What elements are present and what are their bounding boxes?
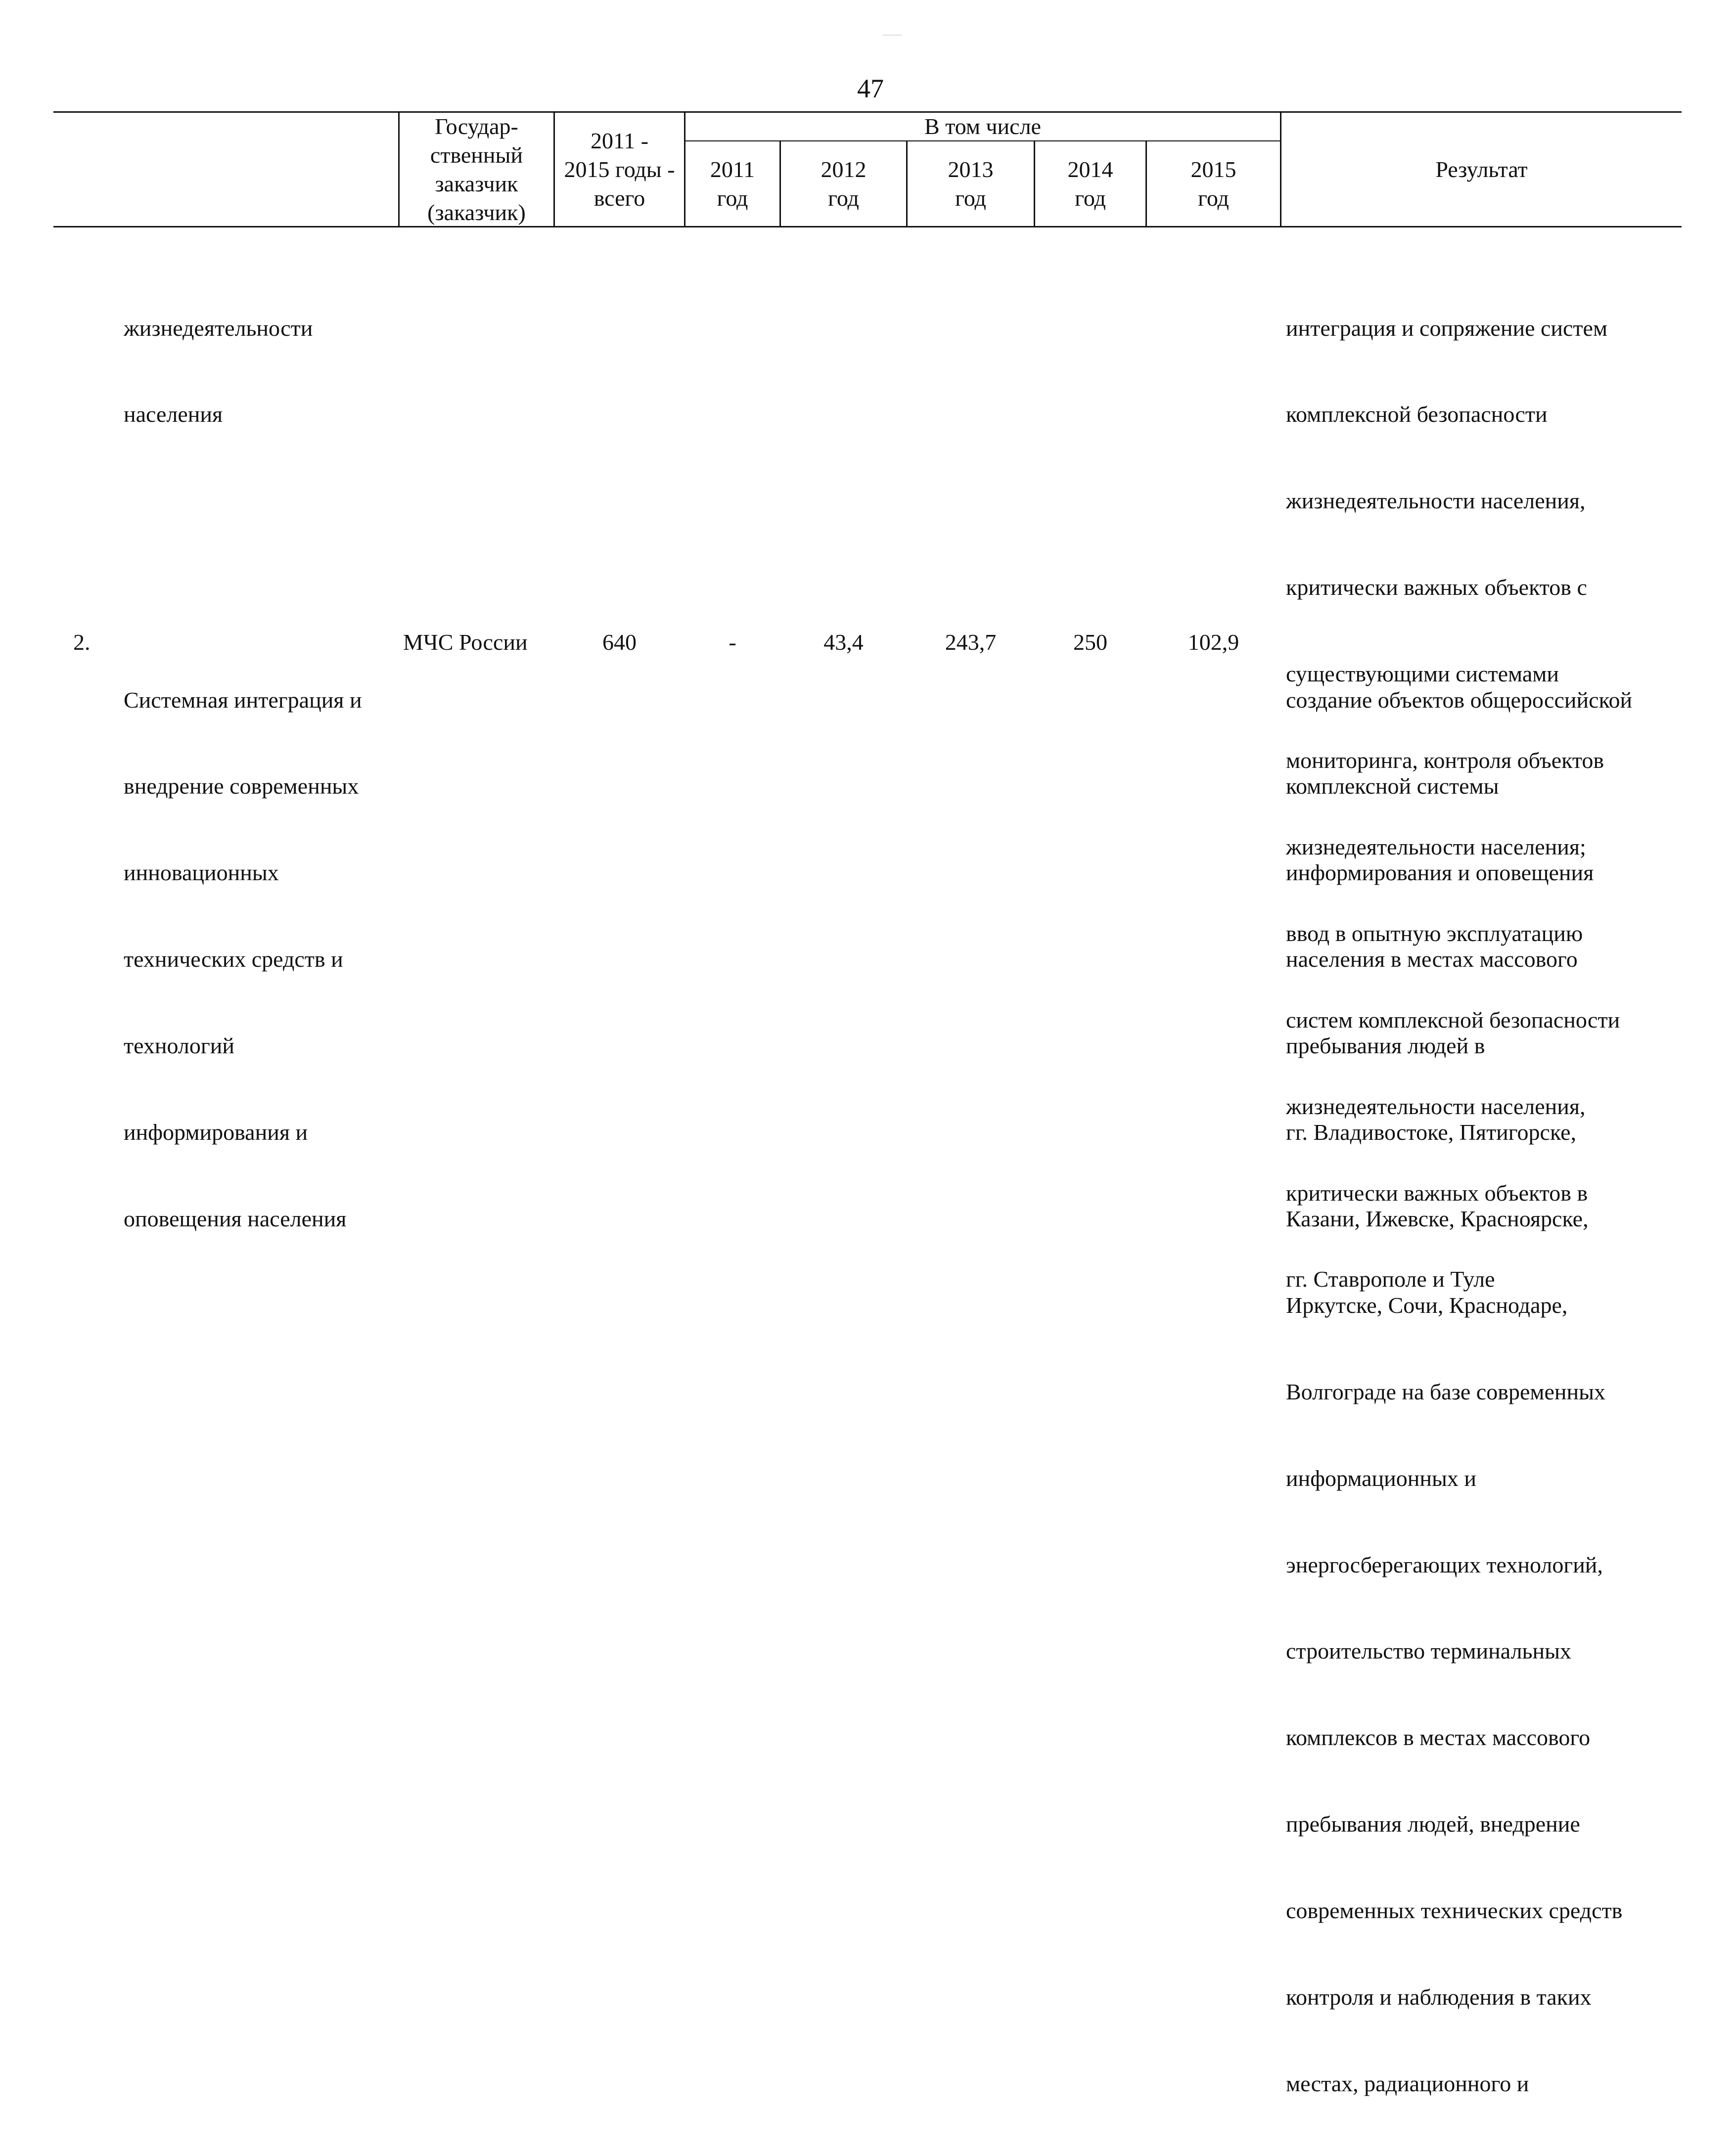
header-year-2014 [1035, 142, 1145, 226]
header-customer-line: ственный [430, 142, 523, 168]
header-result: Результат [1435, 156, 1528, 182]
row-name-cell [124, 628, 362, 1291]
result-line: пребывания людей в [1286, 1033, 1485, 1059]
row-name-line: Системная интеграция и [124, 687, 362, 713]
header-year-unit: год [1198, 185, 1229, 211]
row-y2014: 250 [1073, 629, 1107, 655]
header-year-value: 2015 [1190, 157, 1236, 182]
header-year-value: 2014 [1067, 157, 1113, 182]
header-customer-line: (заказчик) [427, 199, 526, 225]
result-line: критически важных объектов с [1286, 575, 1587, 600]
result-line: критически важных объектов в [1286, 1180, 1588, 1206]
result-line: строительство терминальных [1286, 1638, 1572, 1664]
header-year-2015 [1147, 142, 1280, 226]
row-y2011: - [729, 629, 736, 655]
result-line: Казани, Ижевске, Красноярске, [1286, 1206, 1589, 1231]
header-year-unit: год [828, 185, 859, 211]
scan-artifact [882, 35, 902, 36]
result-line: создание объектов общероссийской [1286, 687, 1633, 713]
row-y2013: 243,7 [945, 629, 997, 655]
result-line: населения в местах массового [1286, 946, 1578, 972]
page-number: 47 [857, 74, 884, 103]
result-line: информационных и [1286, 1465, 1477, 1491]
header-customer [400, 113, 553, 226]
result-line: мониторинга, контроля объектов [1286, 748, 1604, 773]
result-line: жизнедеятельности населения; [1286, 834, 1586, 859]
header-year-2011 [685, 142, 779, 226]
result-line: контроля и наблюдения в таких [1286, 1984, 1592, 2010]
result-line: комплексов в местах массового [1286, 1725, 1591, 1751]
row-name-line: жизнедеятельности [124, 315, 313, 341]
result-line: жизнедеятельности населения, [1286, 1093, 1586, 1119]
row-name-line: населения [124, 402, 223, 427]
result-line: Иркутске, Сочи, Краснодаре, [1286, 1292, 1568, 1318]
result-line: пребывания людей, внедрение [1286, 1811, 1580, 1837]
header-year-2012 [781, 142, 906, 226]
row-y2015: 102,9 [1187, 629, 1239, 655]
row-total: 640 [602, 629, 637, 655]
header-bottom-rule [53, 226, 1682, 227]
row-number: 2. [73, 629, 91, 655]
result-line: комплексной системы [1286, 773, 1499, 799]
header-total [555, 113, 684, 226]
header-year-2013 [908, 142, 1034, 226]
row-name-cell [124, 256, 313, 487]
result-line: информирования и оповещения [1286, 860, 1594, 886]
row-name-line: внедрение современных [124, 773, 359, 799]
header-total-line: 2015 годы - [564, 156, 675, 182]
result-line: энергосберегающих технологий, [1286, 1552, 1603, 1577]
result-line: интеграция и сопряжение систем [1286, 315, 1608, 341]
result-line: гг. Владивостоке, Пятигорске, [1286, 1120, 1577, 1145]
row-y2012: 43,4 [823, 629, 864, 655]
header-customer-line: заказчик [435, 171, 518, 196]
header-including: В том числе [924, 114, 1041, 139]
header-total-line: всего [594, 185, 645, 211]
header-year-unit: год [955, 185, 986, 211]
row-name-line: технологий [124, 1033, 234, 1059]
result-line: систем комплексной безопасности [1286, 1007, 1620, 1033]
result-line: гг. Ставрополе и Туле [1286, 1266, 1495, 1292]
header-year-value: 2013 [948, 157, 994, 182]
result-line: комплексной безопасности [1286, 402, 1548, 427]
header-total-line: 2011 - [590, 128, 649, 153]
result-line: местах, радиационного и [1286, 2070, 1529, 2096]
result-line: ввод в опытную эксплуатацию [1286, 920, 1583, 946]
header-year-value: 2011 [710, 157, 755, 182]
row-result-cell [1286, 628, 1632, 2156]
result-line: жизнедеятельности населения, [1286, 488, 1586, 514]
row-name-line: технических средств и [124, 946, 343, 972]
header-year-unit: год [1075, 185, 1106, 211]
row-name-line: информирования и [124, 1120, 308, 1145]
row-name-line: оповещения населения [124, 1206, 347, 1231]
header-year-value: 2012 [821, 157, 867, 182]
header-year-unit: год [717, 185, 748, 211]
header-customer-line: Государ- [435, 113, 518, 139]
result-line: современных технических средств [1286, 1898, 1623, 1924]
row-name-line: инновационных [124, 860, 279, 886]
result-line: существующими системами [1286, 661, 1559, 687]
row-customer: МЧС России [403, 629, 528, 655]
result-line: Волгограде на базе современных [1286, 1379, 1606, 1404]
